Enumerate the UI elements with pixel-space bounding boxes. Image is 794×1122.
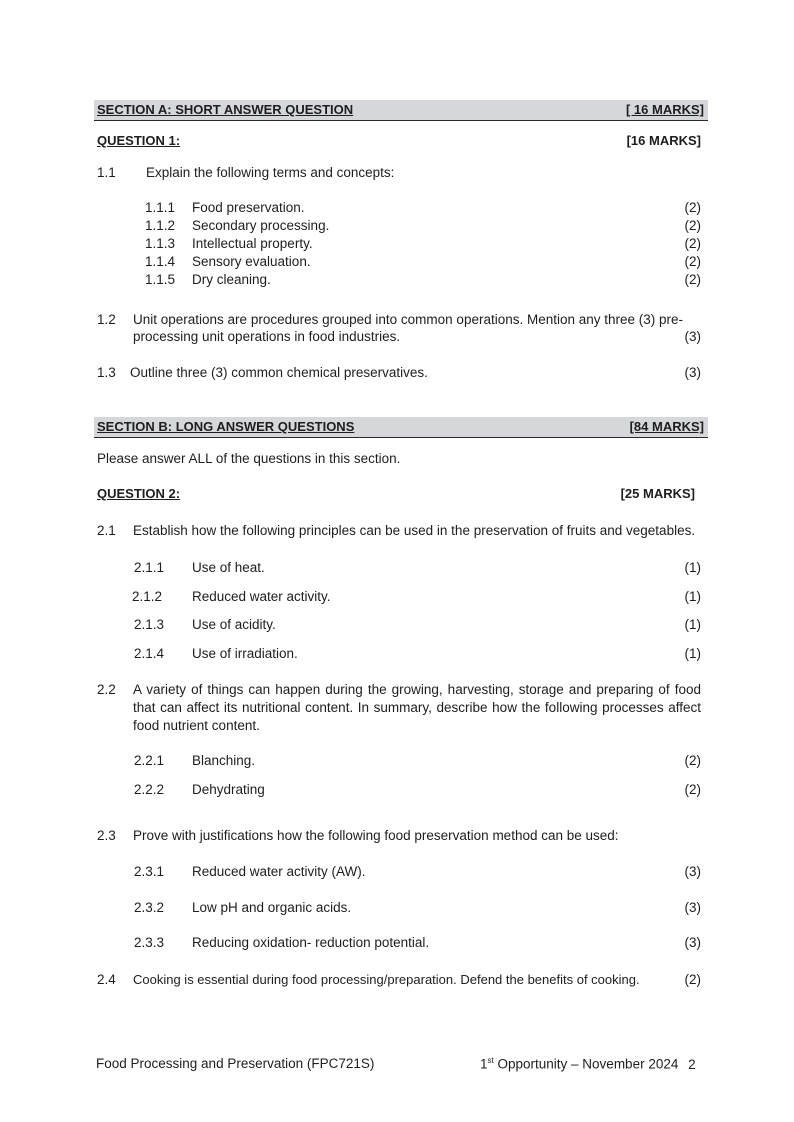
question-number: 2.4 — [97, 972, 116, 987]
question-text-line-1: Unit operations are procedures grouped into common operations. Mention any three (3) pre- — [133, 312, 684, 327]
question-text: Outline three (3) common chemical preservatives. — [130, 365, 428, 380]
item-number: 2.2.2 — [134, 782, 165, 797]
question-2-header — [97, 486, 695, 501]
item-marks: (2) — [684, 254, 701, 269]
footer-course: Food Processing and Preservation (FPC721S) — [96, 1056, 375, 1071]
question-2-2-text: A variety of things can happen during the growing, harvesting, storage and preparing of food that can affect its nutritional content. In summary, describe how the following processes affect food nutrient content. — [133, 682, 701, 733]
item-number: 2.1.1 — [134, 560, 165, 575]
section-b-header — [94, 417, 708, 438]
item-text: Blanching. — [192, 753, 256, 768]
question-marks: (2) — [684, 972, 701, 987]
page-number: 2 — [688, 1056, 696, 1072]
item-number: 1.1.1 — [145, 200, 176, 215]
item-text: Secondary processing. — [192, 218, 330, 233]
item-text: Use of acidity. — [192, 617, 276, 632]
item-number: 1.1.2 — [145, 218, 176, 233]
section-a-title: SECTION A: SHORT ANSWER QUESTION — [97, 102, 354, 117]
question-text: Prove with justifications how the following food preservation method can be used: — [133, 828, 619, 843]
opportunity-number: 1 — [480, 1056, 488, 1072]
section-b-marks: [84 MARKS] — [629, 419, 704, 434]
question-1-marks: [16 MARKS] — [626, 133, 701, 148]
opportunity-text: Opportunity – November 2024 — [493, 1056, 679, 1072]
item-number: 2.1.3 — [134, 617, 165, 632]
section-a-header — [94, 100, 708, 121]
question-marks: (3) — [684, 329, 701, 344]
item-number: 1.1.3 — [145, 236, 176, 251]
section-a-marks: [ 16 MARKS] — [625, 102, 704, 117]
question-number: 2.1 — [97, 523, 116, 538]
question-text: Establish how the following principles can be used in the preservation of fruits and vegetables. — [133, 523, 696, 538]
footer-opportunity — [480, 1056, 696, 1072]
question-2-marks: [25 MARKS] — [620, 486, 695, 501]
item-text: Dehydrating — [192, 782, 265, 797]
item-text: Sensory evaluation. — [192, 254, 311, 269]
item-marks: (2) — [684, 272, 701, 287]
item-marks: (1) — [684, 646, 701, 661]
question-1-title: QUESTION 1: — [97, 133, 181, 148]
item-marks: (1) — [684, 560, 701, 575]
question-number: 1.3 — [97, 365, 116, 380]
question-number: 2.2 — [97, 682, 116, 697]
item-text: Intellectual property. — [192, 236, 313, 251]
item-number: 2.1.4 — [134, 646, 165, 661]
item-number: 2.3.1 — [134, 864, 165, 879]
item-text: Reducing oxidation- reduction potential. — [192, 935, 430, 950]
item-number: 2.3.3 — [134, 935, 165, 950]
instruction-text: Please answer ALL of the questions in this section. — [97, 451, 401, 466]
item-text: Reduced water activity. — [192, 589, 331, 604]
item-text: Use of heat. — [192, 560, 265, 575]
item-marks: (2) — [684, 753, 701, 768]
item-number: 1.1.4 — [145, 254, 176, 269]
item-marks: (3) — [684, 900, 701, 915]
item-number: 2.2.1 — [134, 753, 165, 768]
item-text: Food preservation. — [192, 200, 305, 215]
opportunity-suffix: st — [487, 1056, 494, 1065]
section-b-title: SECTION B: LONG ANSWER QUESTIONS — [97, 419, 355, 434]
question-marks: (3) — [684, 365, 701, 380]
item-number: 1.1.5 — [145, 272, 176, 287]
question-number: 2.3 — [97, 828, 116, 843]
question-text-line-2: processing unit operations in food industries. — [133, 329, 401, 344]
question-2-title: QUESTION 2: — [97, 486, 181, 501]
question-text: Explain the following terms and concepts: — [146, 165, 395, 180]
item-marks: (2) — [684, 200, 701, 215]
item-number: 2.1.2 — [132, 589, 163, 604]
item-text: Low pH and organic acids. — [192, 900, 352, 915]
item-number: 2.3.2 — [134, 900, 165, 915]
item-marks: (2) — [684, 218, 701, 233]
question-1-header — [97, 133, 701, 148]
item-text: Use of irradiation. — [192, 646, 298, 661]
item-text: Dry cleaning. — [192, 272, 271, 287]
item-marks: (3) — [684, 935, 701, 950]
question-number: 1.2 — [97, 312, 116, 327]
question-number: 1.1 — [97, 165, 116, 180]
item-marks: (2) — [684, 782, 701, 797]
question-text: Cooking is essential during food processing/preparation. Defend the benefits of cooking. — [133, 972, 640, 987]
item-marks: (1) — [684, 617, 701, 632]
item-marks: (2) — [684, 236, 701, 251]
item-marks: (1) — [684, 589, 701, 604]
item-marks: (3) — [684, 864, 701, 879]
item-text: Reduced water activity (AW). — [192, 864, 366, 879]
